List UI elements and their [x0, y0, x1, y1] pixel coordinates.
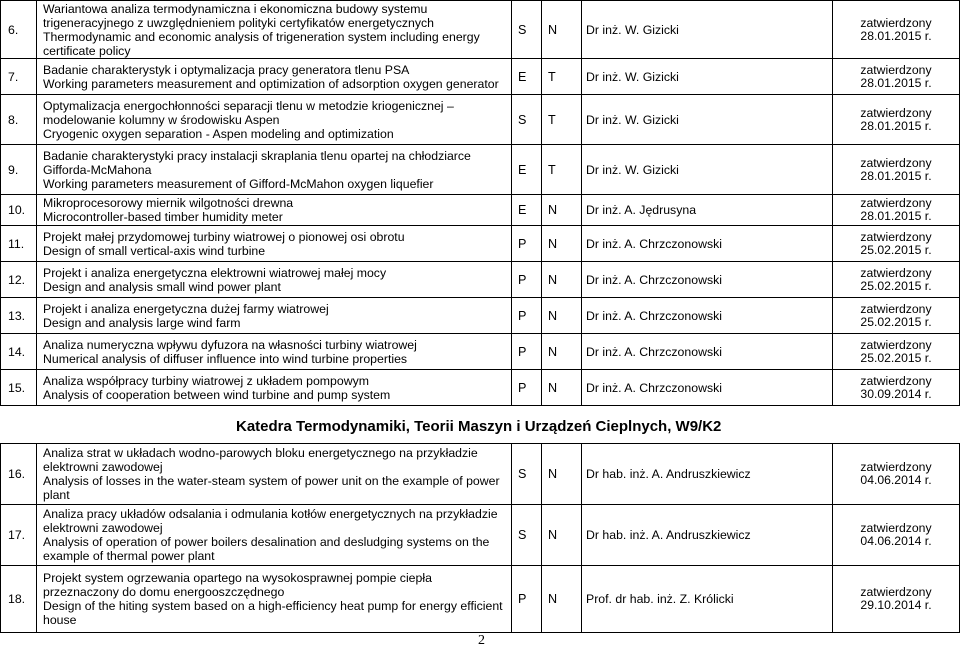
thesis-language: P	[512, 370, 542, 406]
thesis-language: S	[512, 505, 542, 566]
thesis-supervisor: Dr inż. W. Gizicki	[582, 95, 833, 145]
thesis-title	[37, 298, 512, 334]
thesis-title-pl: Projekt system ogrzewania opartego na wysokosprawnej pompie ciepła przeznaczony do domu energooszczędnego	[43, 571, 432, 599]
thesis-language: P	[512, 226, 542, 262]
table-row	[1, 59, 960, 95]
approval-cell	[833, 262, 960, 298]
thesis-supervisor: Dr hab. inż. A. Andruszkiewicz	[582, 444, 833, 505]
thesis-title-en: Design of small vertical-axis wind turbine	[43, 243, 266, 258]
table-row	[1, 1, 960, 59]
thesis-language: S	[512, 1, 542, 59]
thesis-title-en: Design and analysis small wind power plant	[43, 279, 281, 294]
table-row	[1, 505, 960, 566]
thesis-number: 10.	[1, 195, 37, 226]
thesis-title	[37, 505, 512, 566]
thesis-type: N	[542, 370, 582, 406]
theses-table-1-body	[1, 1, 960, 406]
thesis-title-en: Analysis of operation of power boilers desalination and desludging systems on the example of thermal power plant	[43, 535, 490, 563]
thesis-title-en: Numerical analysis of diffuser influence into wind turbine properties	[43, 351, 408, 366]
thesis-title-en: Design of the hiting system based on a high-efficiency heat pump for energy efficient house	[43, 599, 503, 627]
thesis-number: 7.	[1, 59, 37, 95]
thesis-title	[37, 226, 512, 262]
thesis-title-pl: Badanie charakterystyk i optymalizacja pracy generatora tlenu PSA	[43, 62, 410, 77]
thesis-title-en: Working parameters measurement of Gifford-McMahon oxygen liquefier	[43, 176, 434, 191]
approval-status: zatwierdzony	[860, 15, 932, 30]
approval-status: zatwierdzony	[860, 585, 932, 599]
thesis-number: 6.	[1, 1, 37, 59]
thesis-title-pl: Projekt i analiza energetyczna elektrowni wiatrowej małej mocy	[43, 265, 387, 280]
table-row	[1, 195, 960, 226]
thesis-title-pl: Mikroprocesorowy miernik wilgotności drewna	[43, 196, 294, 210]
thesis-language: E	[512, 59, 542, 95]
thesis-title-en: Microcontroller-based timber humidity meter	[43, 210, 283, 224]
thesis-supervisor: Dr inż. W. Gizicki	[582, 59, 833, 95]
approval-status: zatwierdzony	[860, 337, 932, 352]
thesis-title	[37, 95, 512, 145]
thesis-type: N	[542, 444, 582, 505]
thesis-language: S	[512, 444, 542, 505]
department-heading: Katedra Termodynamiki, Teorii Maszyn i Urządzeń Cieplnych, W9/K2	[236, 418, 722, 435]
thesis-type: T	[542, 95, 582, 145]
approval-status: zatwierdzony	[860, 460, 932, 474]
thesis-number: 14.	[1, 334, 37, 370]
thesis-supervisor: Dr inż. A. Chrzczonowski	[582, 226, 833, 262]
thesis-type: T	[542, 59, 582, 95]
approval-date: 28.01.2015 r.	[860, 168, 932, 183]
thesis-title-pl: Analiza numeryczna wpływu dyfuzora na własności turbiny wiatrowej	[43, 337, 417, 352]
approval-cell	[833, 1, 960, 59]
thesis-language: P	[512, 334, 542, 370]
thesis-supervisor: Dr hab. inż. A. Andruszkiewicz	[582, 505, 833, 566]
thesis-supervisor: Dr inż. A. Chrzczonowski	[582, 262, 833, 298]
thesis-title	[37, 195, 512, 226]
approval-cell	[833, 195, 960, 226]
thesis-type: N	[542, 334, 582, 370]
thesis-supervisor: Dr inż. A. Chrzczonowski	[582, 298, 833, 334]
approval-status: zatwierdzony	[860, 521, 932, 535]
approval-date: 29.10.2014 r.	[860, 598, 932, 612]
thesis-title-pl: Projekt i analiza energetyczna dużej farmy wiatrowej	[43, 301, 329, 316]
thesis-language: P	[512, 298, 542, 334]
table-row	[1, 444, 960, 505]
thesis-supervisor: Dr inż. A. Chrzczonowski	[582, 370, 833, 406]
thesis-title-en: Design and analysis large wind farm	[43, 315, 241, 330]
theses-table-2-body	[1, 444, 960, 633]
approval-date: 04.06.2014 r.	[860, 473, 932, 487]
thesis-title	[37, 145, 512, 195]
page-number: 2	[478, 633, 485, 648]
approval-cell	[833, 444, 960, 505]
approval-status: zatwierdzony	[860, 62, 932, 77]
thesis-number: 16.	[1, 444, 37, 505]
approval-cell	[833, 298, 960, 334]
thesis-language: E	[512, 145, 542, 195]
thesis-title	[37, 59, 512, 95]
thesis-title-en: Analysis of losses in the water-steam system of power unit on the example of power plant	[43, 474, 500, 502]
thesis-title-pl: Optymalizacja energochłonności separacji tlenu w metodzie kriogenicznej – modelowanie kolumny w środowisku Aspen	[43, 98, 454, 127]
thesis-language: S	[512, 95, 542, 145]
thesis-number: 15.	[1, 370, 37, 406]
thesis-title	[37, 334, 512, 370]
thesis-type: N	[542, 298, 582, 334]
approval-cell	[833, 145, 960, 195]
thesis-supervisor: Dr inż. A. Jędrusyna	[582, 195, 833, 226]
thesis-number: 11.	[1, 226, 37, 262]
thesis-title	[37, 1, 512, 59]
thesis-title-pl: Analiza współpracy turbiny wiatrowej z układem pompowym	[43, 373, 369, 388]
approval-date: 28.01.2015 r.	[860, 75, 932, 90]
thesis-title-pl: Wariantowa analiza termodynamiczna i ekonomiczna budowy systemu trigeneracyjnego z uwzględnieniem polityki certyfikatów energetycznych	[43, 1, 434, 30]
thesis-title-en: Analysis of cooperation between wind turbine and pump system	[43, 387, 391, 402]
thesis-title-pl: Analiza pracy układów odsalania i odmulania kotłów energetycznych na przykładzie elektrowni zawodowej	[43, 507, 498, 535]
approval-status: zatwierdzony	[860, 301, 932, 316]
approval-cell	[833, 566, 960, 633]
approval-date: 25.02.2015 r.	[860, 350, 932, 365]
approval-cell	[833, 226, 960, 262]
thesis-language: E	[512, 195, 542, 226]
approval-status: zatwierdzony	[860, 373, 932, 388]
thesis-title-en: Thermodynamic and economic analysis of trigeneration system including energy certificate policy	[43, 29, 480, 58]
table-row	[1, 298, 960, 334]
approval-cell	[833, 334, 960, 370]
thesis-title-pl: Analiza strat w układach wodno-parowych bloku energetycznego na przykładzie elektrowni zawodowej	[43, 446, 478, 474]
thesis-supervisor: Dr inż. W. Gizicki	[582, 145, 833, 195]
thesis-type: N	[542, 262, 582, 298]
approval-status: zatwierdzony	[860, 265, 932, 280]
thesis-number: 13.	[1, 298, 37, 334]
thesis-type: N	[542, 226, 582, 262]
table-row	[1, 334, 960, 370]
thesis-number: 9.	[1, 145, 37, 195]
thesis-type: N	[542, 566, 582, 633]
table-row	[1, 226, 960, 262]
approval-date: 28.01.2015 r.	[860, 28, 932, 43]
thesis-type: N	[542, 1, 582, 59]
approval-cell	[833, 505, 960, 566]
approval-date: 28.01.2015 r.	[860, 209, 932, 223]
thesis-type: N	[542, 195, 582, 226]
thesis-title	[37, 370, 512, 406]
table-row	[1, 370, 960, 406]
theses-table-part-2	[0, 443, 960, 633]
approval-status: zatwierdzony	[860, 196, 932, 210]
approval-status: zatwierdzony	[860, 155, 932, 170]
table-row	[1, 566, 960, 633]
thesis-supervisor: Prof. dr hab. inż. Z. Królicki	[582, 566, 833, 633]
thesis-title-en: Cryogenic oxygen separation - Aspen modeling and optimization	[43, 126, 394, 141]
approval-status: zatwierdzony	[860, 229, 932, 244]
table-row	[1, 145, 960, 195]
approval-date: 04.06.2014 r.	[860, 534, 932, 548]
table-row	[1, 95, 960, 145]
approval-cell	[833, 95, 960, 145]
thesis-number: 12.	[1, 262, 37, 298]
thesis-supervisor: Dr inż. W. Gizicki	[582, 1, 833, 59]
approval-date: 25.02.2015 r.	[860, 242, 932, 257]
approval-status: zatwierdzony	[860, 105, 932, 120]
thesis-type: T	[542, 145, 582, 195]
thesis-type: N	[542, 505, 582, 566]
table-row	[1, 262, 960, 298]
thesis-title-en: Working parameters measurement and optimization of adsorption oxygen generator	[43, 76, 499, 91]
thesis-language: P	[512, 262, 542, 298]
thesis-number: 8.	[1, 95, 37, 145]
thesis-language: P	[512, 566, 542, 633]
approval-date: 25.02.2015 r.	[860, 278, 932, 293]
approval-date: 30.09.2014 r.	[860, 386, 932, 401]
thesis-title-pl: Projekt małej przydomowej turbiny wiatrowej o pionowej osi obrotu	[43, 229, 405, 244]
thesis-title	[37, 566, 512, 633]
approval-cell	[833, 59, 960, 95]
thesis-title-pl: Badanie charakterystyki pracy instalacji skraplania tlenu opartej na chłodziarce Gifforda-McMahona	[43, 148, 471, 177]
thesis-number: 17.	[1, 505, 37, 566]
thesis-supervisor: Dr inż. A. Chrzczonowski	[582, 334, 833, 370]
thesis-title	[37, 262, 512, 298]
approval-date: 25.02.2015 r.	[860, 314, 932, 329]
approval-cell	[833, 370, 960, 406]
thesis-title	[37, 444, 512, 505]
thesis-number: 18.	[1, 566, 37, 633]
approval-date: 28.01.2015 r.	[860, 118, 932, 133]
